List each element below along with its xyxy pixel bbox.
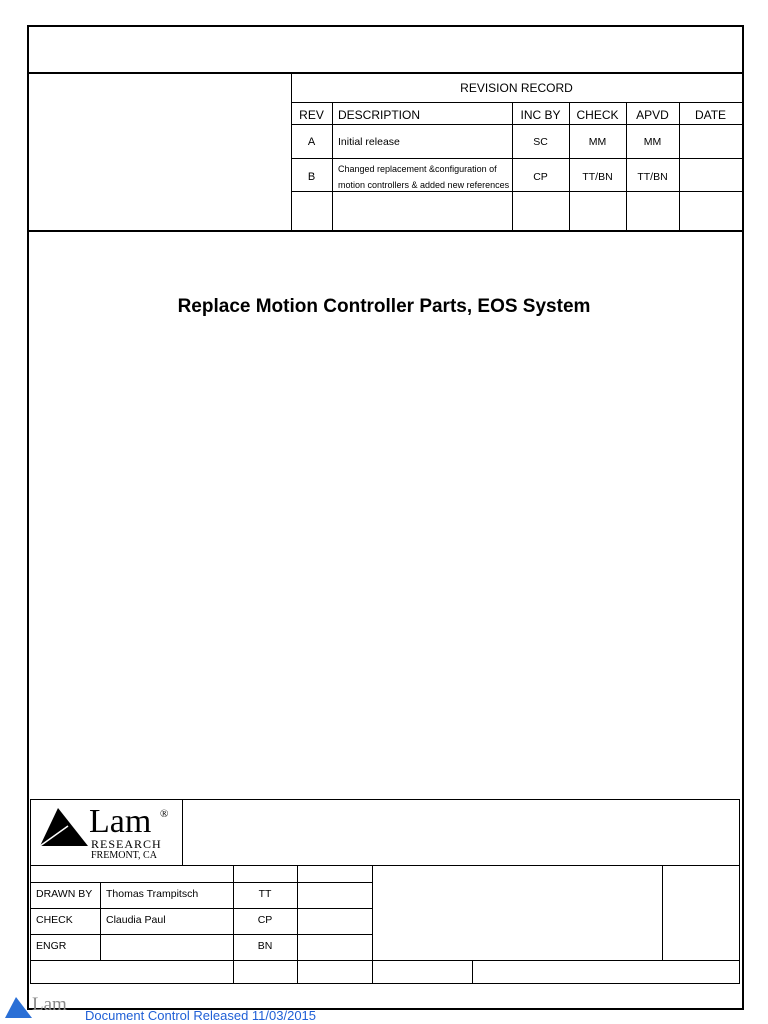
signer-initials: TT — [258, 888, 272, 900]
document-title: Replace Motion Controller Parts, EOS System — [177, 296, 591, 317]
revision-left-border — [291, 73, 292, 231]
rev-cell: A — [307, 136, 316, 148]
check-cell: MM — [588, 136, 607, 148]
logo-location: FREMONT, CA — [91, 850, 157, 861]
description-cell-line2: motion controllers & added new references — [338, 180, 510, 190]
lam-triangle-icon — [38, 806, 90, 848]
signer-name: Claudia Paul — [106, 914, 166, 926]
col-header-check: CHECK — [576, 108, 619, 122]
document-control-status: Document Control Released 11/03/2015 — [85, 1008, 317, 1023]
col-header-description: DESCRIPTION — [338, 108, 421, 122]
col-header-rev: REV — [299, 108, 324, 122]
footer-lam-logo-icon — [4, 996, 34, 1020]
inc-by-cell: SC — [533, 136, 548, 148]
col-header-inc-by: INC BY — [520, 108, 561, 122]
logo-registered-mark: ® — [160, 808, 169, 820]
footer-logo-text: Lam — [32, 994, 67, 1015]
apvd-cell: MM — [643, 136, 662, 148]
role-label: CHECK — [36, 914, 73, 926]
check-cell: TT/BN — [582, 171, 613, 183]
description-cell: Initial release — [338, 136, 400, 148]
apvd-cell: TT/BN — [637, 171, 668, 183]
rev-cell: B — [307, 171, 316, 183]
inc-by-cell: CP — [533, 171, 548, 183]
col-header-date: DATE — [694, 108, 727, 122]
role-label: DRAWN BY — [36, 888, 93, 900]
revision-bottom-divider — [28, 230, 742, 232]
description-cell: Changed replacement &configuration of — [338, 164, 497, 174]
logo-subtitle: RESEARCH — [91, 837, 162, 851]
col-header-apvd: APVD — [636, 108, 669, 122]
signer-name: Thomas Trampitsch — [106, 888, 199, 900]
role-label: ENGR — [36, 940, 67, 952]
revision-heading: REVISION RECORD — [460, 81, 573, 95]
logo-wordmark: Lam — [89, 803, 152, 840]
signer-initials: BN — [257, 940, 273, 952]
signer-initials: CP — [257, 914, 273, 926]
header-divider — [28, 72, 742, 74]
